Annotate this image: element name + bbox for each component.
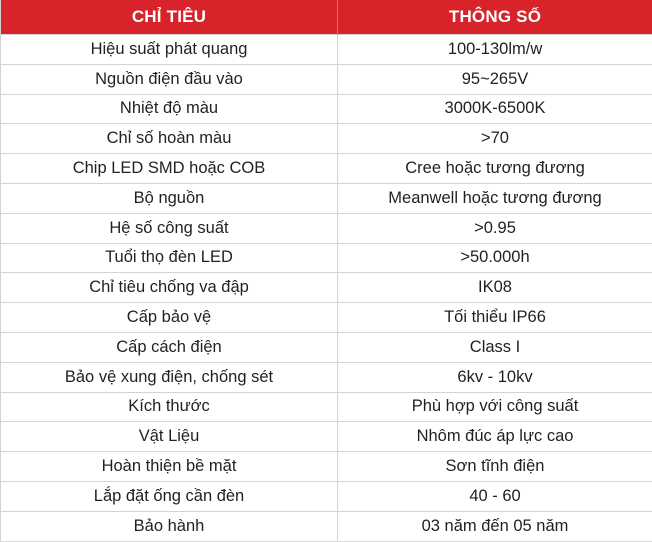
row-value: >70 [338, 124, 652, 154]
header-parameters: THÔNG SỐ [338, 0, 652, 35]
row-value: Tối thiểu IP66 [338, 303, 652, 333]
row-criteria: Chip LED SMD hoặc COB [1, 154, 338, 184]
row-value: Nhôm đúc áp lực cao [338, 422, 652, 452]
table-row [1, 94, 652, 124]
row-criteria: Chỉ tiêu chống va đập [1, 273, 338, 303]
row-criteria: Bảo hành [1, 511, 338, 541]
row-value: Phù hợp với công suất [338, 392, 652, 422]
row-value: 03 năm đến 05 năm [338, 511, 652, 541]
table-row [1, 64, 652, 94]
table-row [1, 124, 652, 154]
row-value: 40 - 60 [338, 481, 652, 511]
row-criteria: Chỉ số hoàn màu [1, 124, 338, 154]
row-value: 3000K-6500K [338, 94, 652, 124]
header-criteria: CHỈ TIÊU [1, 0, 338, 35]
row-value: Cree hoặc tương đương [338, 154, 652, 184]
row-value: Class I [338, 332, 652, 362]
row-value: >50.000h [338, 243, 652, 273]
table-header-row [1, 0, 652, 35]
table-row [1, 362, 652, 392]
row-value: IK08 [338, 273, 652, 303]
row-criteria: Bộ nguồn [1, 183, 338, 213]
row-criteria: Hệ số công suất [1, 213, 338, 243]
row-criteria: Lắp đặt ống cần đèn [1, 481, 338, 511]
row-criteria: Nhiệt độ màu [1, 94, 338, 124]
table-row [1, 303, 652, 333]
row-value: 6kv - 10kv [338, 362, 652, 392]
row-criteria: Hiệu suất phát quang [1, 35, 338, 65]
table-row [1, 243, 652, 273]
row-criteria: Nguồn điện đầu vào [1, 64, 338, 94]
row-criteria: Bảo vệ xung điện, chống sét [1, 362, 338, 392]
table-row [1, 35, 652, 65]
row-criteria: Cấp cách điện [1, 332, 338, 362]
row-value: 100-130lm/w [338, 35, 652, 65]
row-criteria: Tuổi thọ đèn LED [1, 243, 338, 273]
row-criteria: Hoàn thiện bề mặt [1, 452, 338, 482]
table-row [1, 183, 652, 213]
table-row [1, 332, 652, 362]
row-value: Sơn tĩnh điện [338, 452, 652, 482]
table-row [1, 511, 652, 541]
row-criteria: Vật Liệu [1, 422, 338, 452]
table-row [1, 213, 652, 243]
table-row [1, 273, 652, 303]
table-row [1, 481, 652, 511]
row-value: >0.95 [338, 213, 652, 243]
table-body [1, 35, 652, 542]
row-criteria: Kích thước [1, 392, 338, 422]
table-row [1, 422, 652, 452]
table-row [1, 154, 652, 184]
row-criteria: Cấp bảo vệ [1, 303, 338, 333]
row-value: Meanwell hoặc tương đương [338, 183, 652, 213]
table-row [1, 392, 652, 422]
row-value: 95~265V [338, 64, 652, 94]
table-row [1, 452, 652, 482]
